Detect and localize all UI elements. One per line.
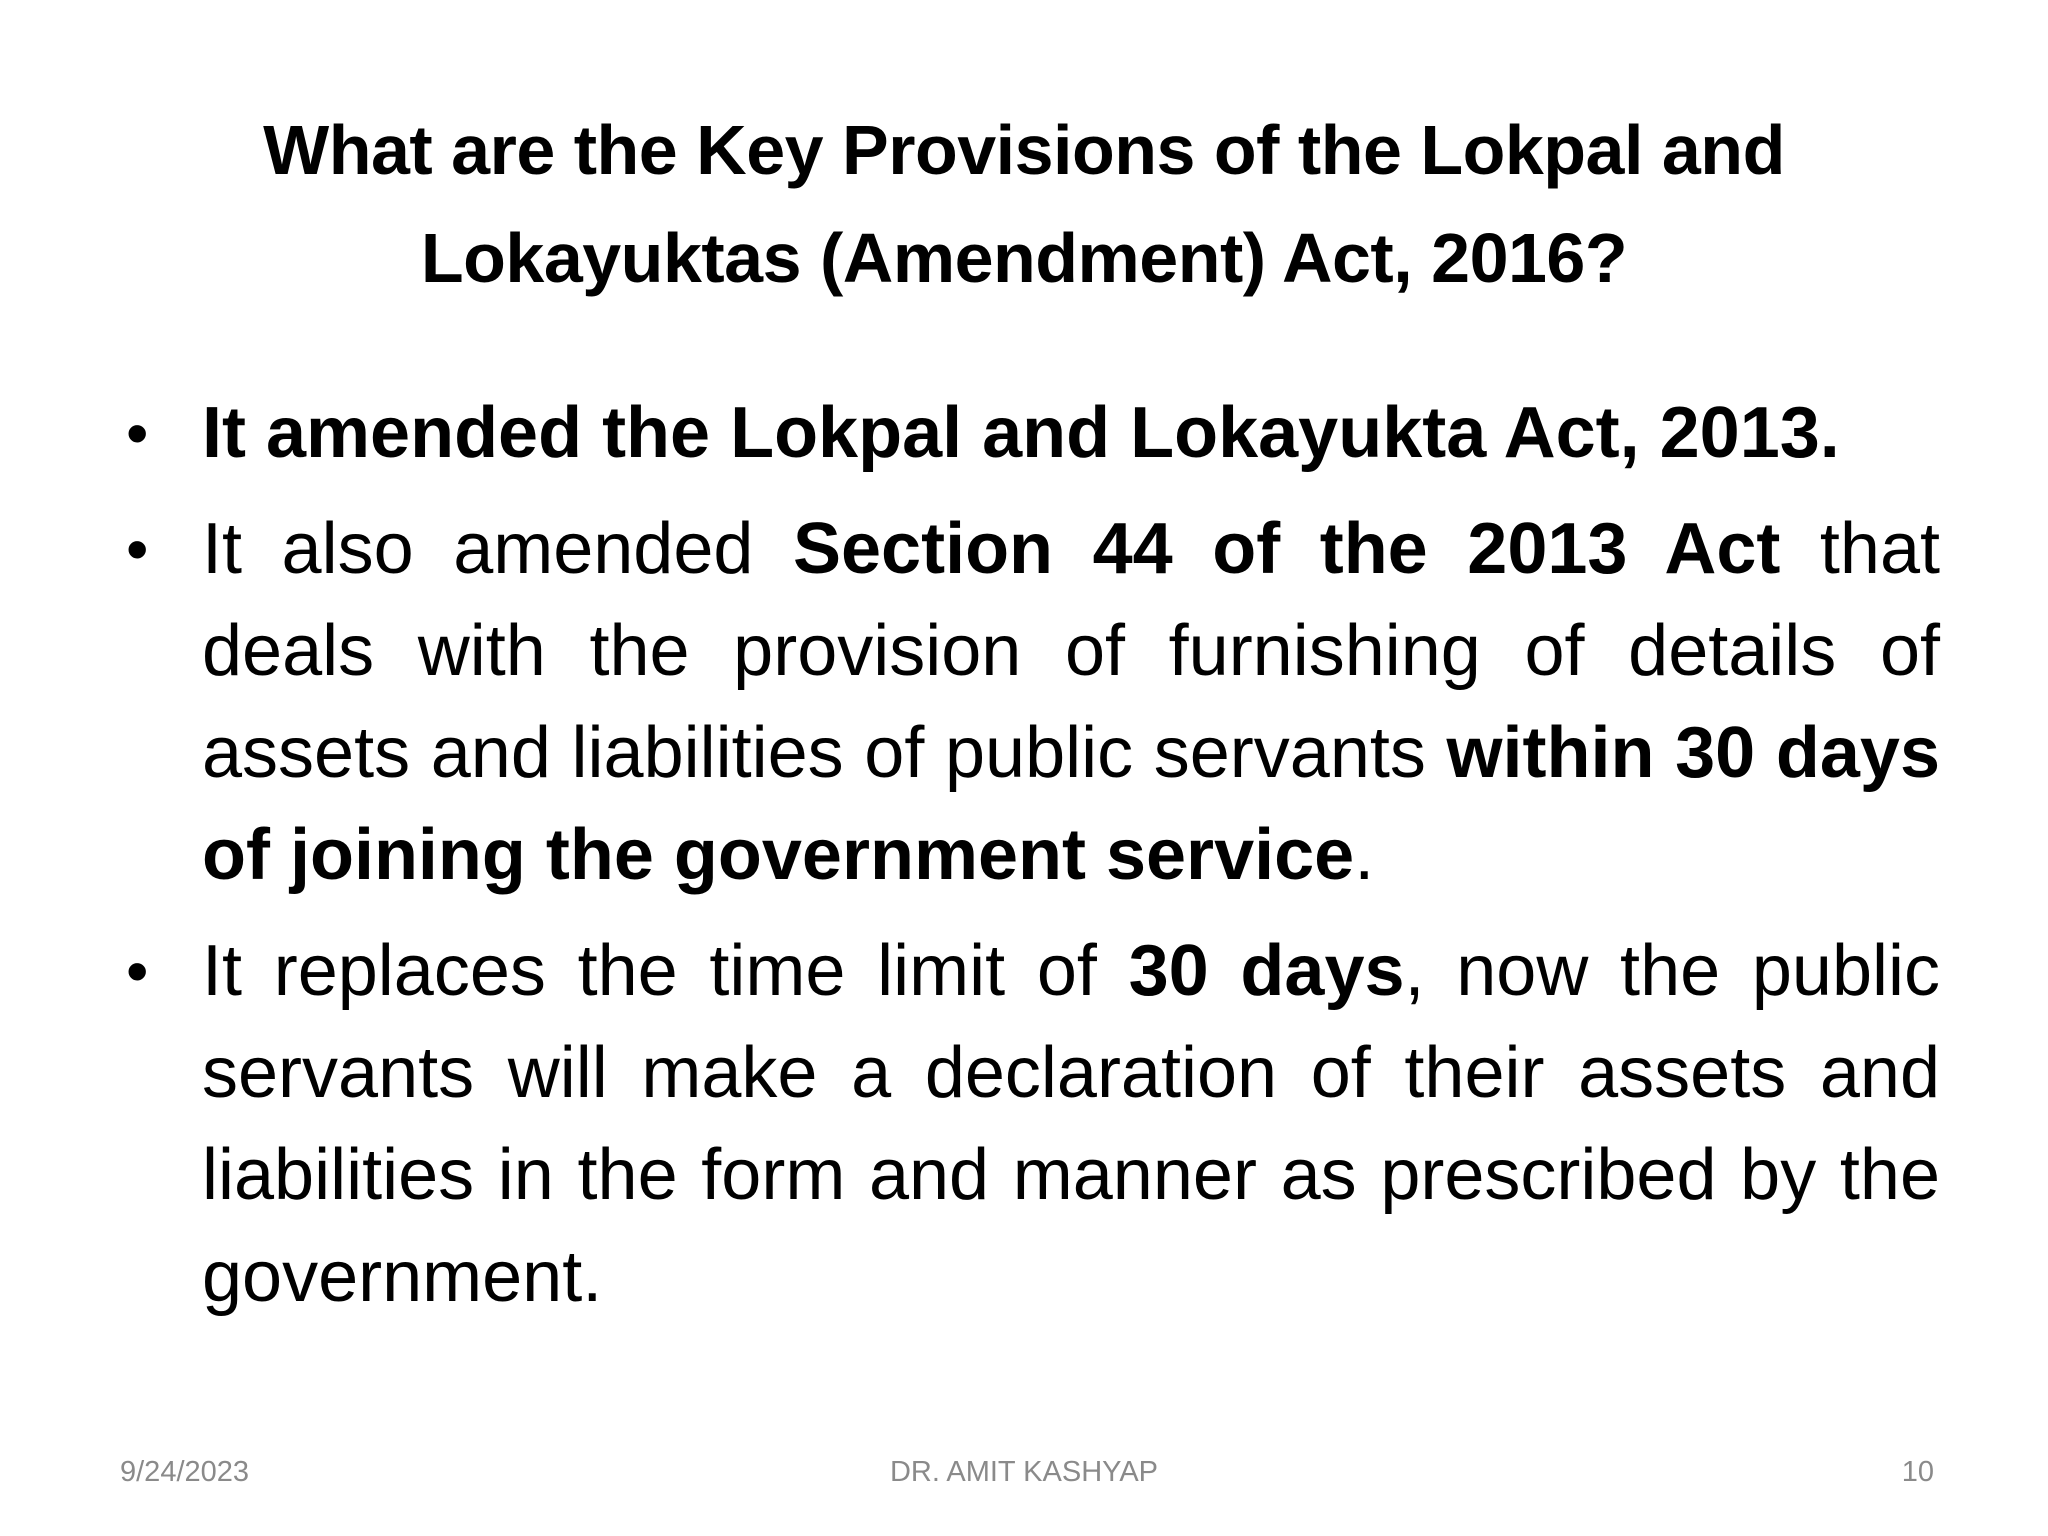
- slide-title-line-1: What are the Key Provisions of the Lokpal and: [263, 111, 1785, 189]
- bullet-2-bold-section: Section 44 of the 2013 Act: [792, 509, 1781, 589]
- bullet-1-text: It amended the Lokpal and Lokayukta Act, 2013.: [202, 393, 1840, 473]
- footer-author: DR. AMIT KASHYAP: [889, 1456, 1159, 1488]
- bullet-icon: •: [126, 935, 149, 1007]
- bullet-3-text-part-2: , now the public servants will make a declaration of their assets and liabilities in the form and manner as prescribed by the government.: [202, 931, 1940, 1317]
- bullet-2-text-part-2: that deals with the provision of furnishing of details of assets and liabilities of public servants: [202, 509, 1940, 793]
- footer-date: 9/24/2023: [120, 1456, 250, 1488]
- bullet-2-text-part-3: .: [1354, 815, 1375, 895]
- bullet-3-text-part-1: It replaces the time limit of: [202, 931, 1129, 1011]
- bullet-2-bold-deadline: within 30 days of joining the government service: [202, 713, 1940, 895]
- slide-title: [200, 96, 1848, 312]
- bullet-3-bold-days: 30 days: [1128, 931, 1405, 1011]
- bullet-item-1: [120, 382, 1940, 484]
- bullet-item-3: [120, 920, 1940, 1328]
- bullet-item-2: [120, 498, 1940, 906]
- slide-title-line-2: Lokayuktas (Amendment) Act, 2016?: [420, 219, 1628, 297]
- footer-page-number: 10: [1901, 1456, 1934, 1488]
- bullet-2-text-part-1: It also amended: [202, 509, 793, 589]
- bullet-list: [120, 382, 1940, 1342]
- bullet-icon: •: [126, 513, 149, 585]
- bullet-icon: •: [126, 397, 149, 469]
